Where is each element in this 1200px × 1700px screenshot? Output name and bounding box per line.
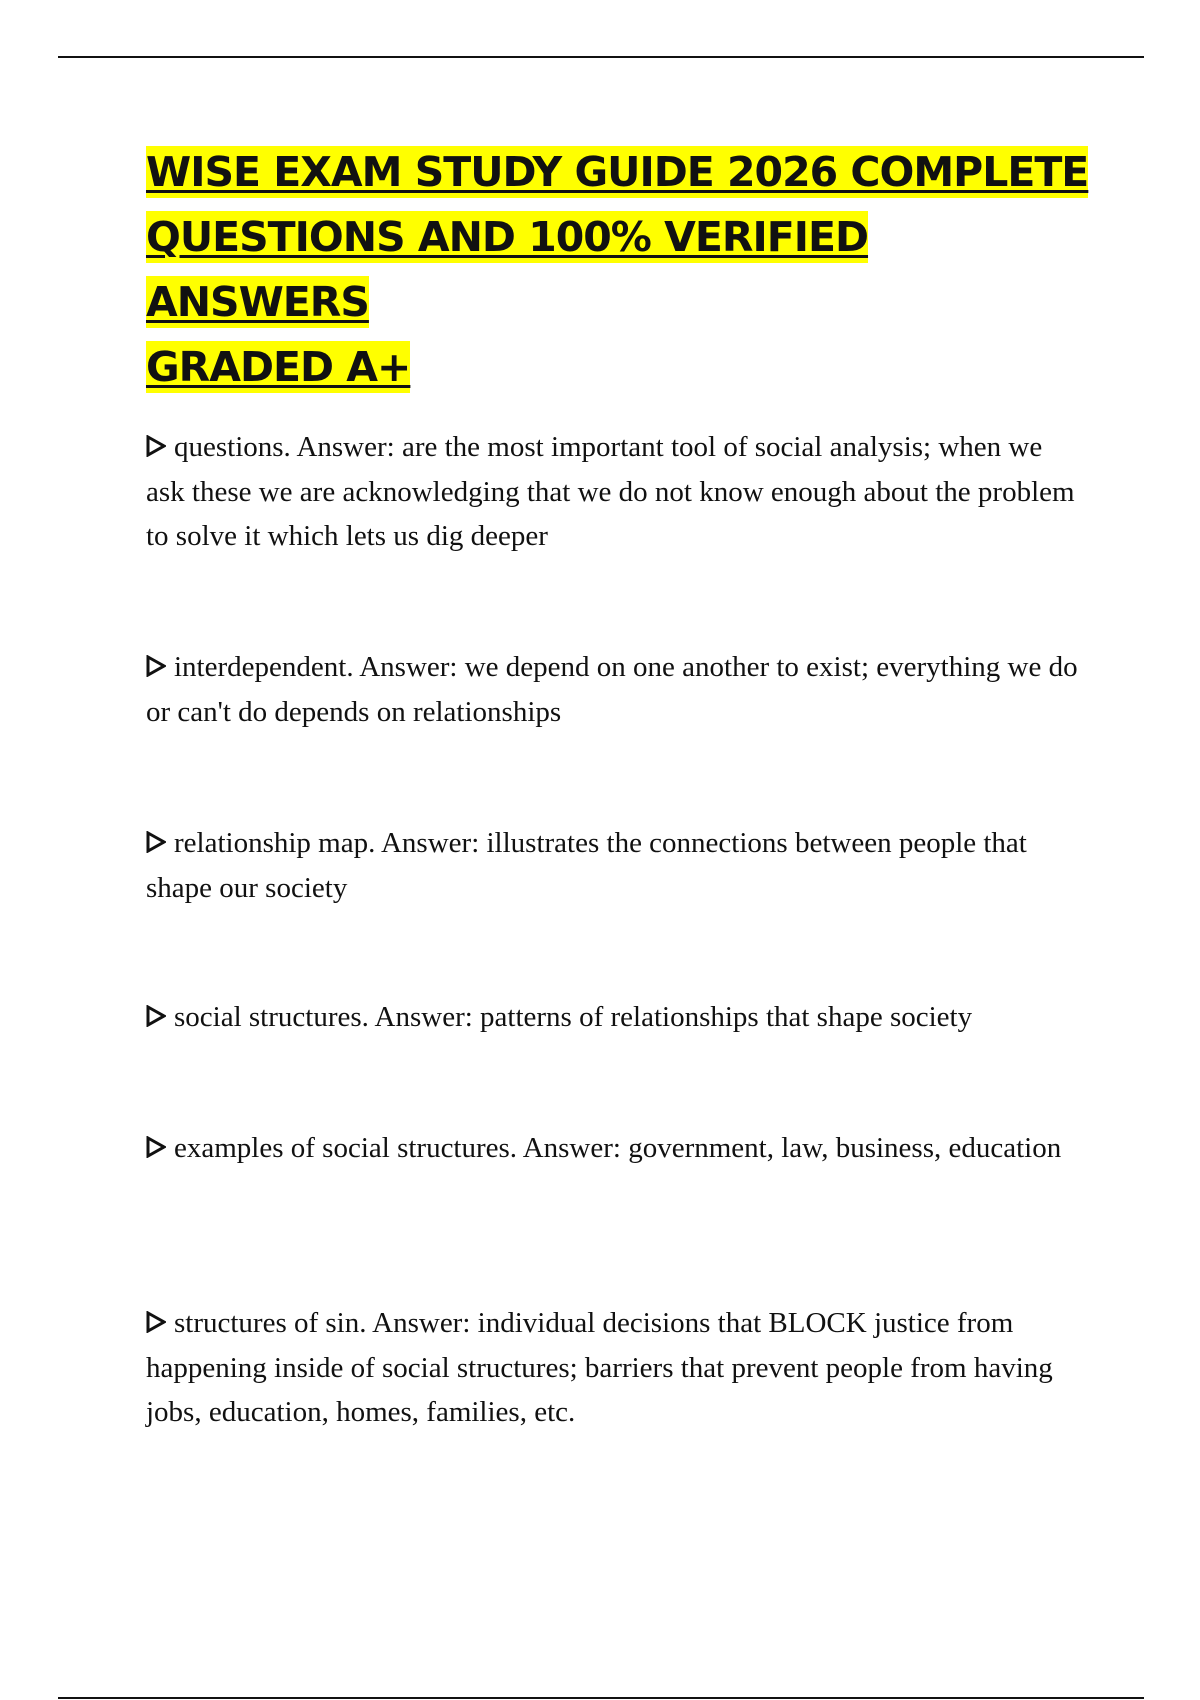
qa-item-questions — [146, 425, 1086, 559]
qa-item-structures-of-sin — [146, 1301, 1086, 1435]
document-title — [146, 140, 1096, 400]
triangle-outline-bullet-icon — [146, 1301, 174, 1346]
title-line-3: GRADED A+ — [146, 343, 411, 391]
qa-item-text: structures of sin. Answer: individual decisions that BLOCK justice from happening inside of social structures; barriers that prevent people from having jobs, education, homes, families, etc. — [146, 1307, 1053, 1428]
footer-rule — [58, 1697, 1144, 1699]
triangle-outline-bullet-icon — [146, 995, 174, 1040]
qa-item-interdependent — [146, 645, 1086, 734]
triangle-outline-bullet-icon — [146, 645, 174, 690]
header-rule — [58, 56, 1144, 58]
title-line-1: WISE EXAM STUDY GUIDE 2026 COMPLETE — [146, 148, 1089, 196]
triangle-outline-bullet-icon — [146, 425, 174, 470]
triangle-outline-bullet-icon — [146, 1126, 174, 1171]
qa-item-text: interdependent. Answer: we depend on one another to exist; everything we do or can't do depends on relationships — [146, 651, 1078, 728]
qa-item-text: questions. Answer: are the most important tool of social analysis; when we ask these we are acknowledging that we do not know enough about the problem to solve it which lets us dig deeper — [146, 431, 1075, 552]
triangle-outline-bullet-icon — [146, 821, 174, 866]
qa-item-text: relationship map. Answer: illustrates the connections between people that shape our society — [146, 827, 1027, 904]
qa-item-text: examples of social structures. Answer: government, law, business, education — [174, 1132, 1062, 1164]
title-line-2: QUESTIONS AND 100% VERIFIED ANSWERS — [146, 213, 869, 326]
qa-item-examples-of-social-structures — [146, 1126, 1086, 1171]
qa-item-relationship-map — [146, 821, 1086, 910]
qa-item-social-structures — [146, 995, 1086, 1040]
qa-item-text: social structures. Answer: patterns of relationships that shape society — [174, 1001, 973, 1033]
